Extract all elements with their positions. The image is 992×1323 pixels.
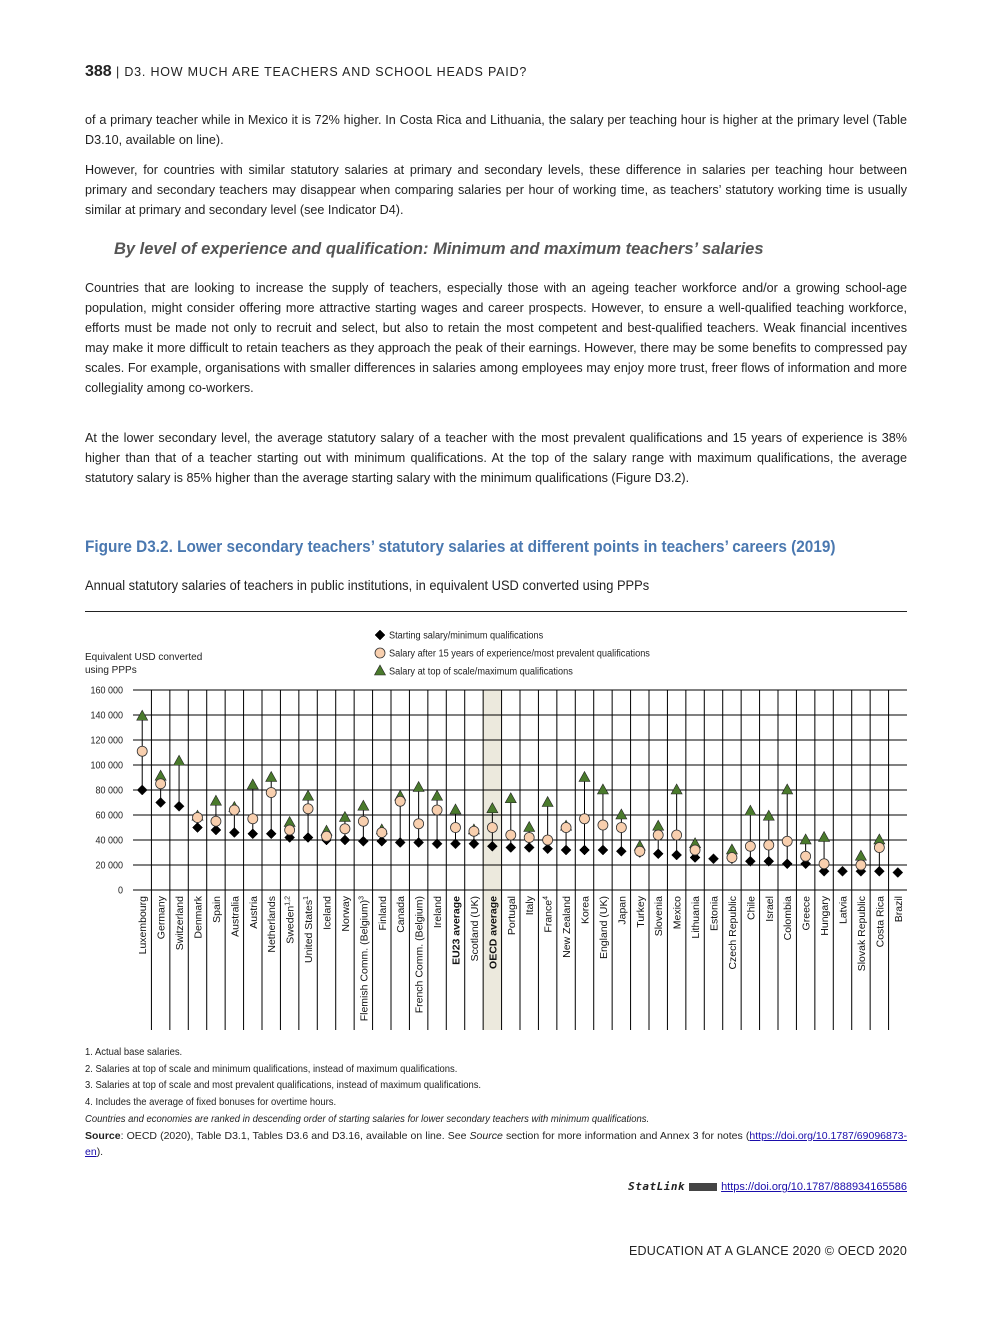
y-tick-label: 60 000	[95, 810, 124, 822]
mid-salary-marker	[506, 830, 516, 840]
x-tick-label: French Comm. (Belgium)	[413, 896, 426, 1014]
top-salary-marker	[247, 779, 258, 789]
y-axis-label: using PPPs	[85, 665, 137, 676]
starting-salary-marker	[653, 849, 663, 859]
y-tick-label: 20 000	[95, 860, 124, 872]
x-tick-label: Turkey	[634, 896, 647, 928]
source-text: : OECD (2020), Table D3.1, Tables D3.6 and D3.16, available on line. See	[120, 1129, 470, 1142]
top-salary-marker	[210, 795, 221, 805]
y-tick-label: 120 000	[90, 735, 124, 747]
mid-salary-marker	[432, 805, 442, 815]
starting-salary-marker	[874, 866, 884, 876]
mid-salary-marker	[672, 830, 682, 840]
starting-salary-marker	[395, 838, 405, 848]
legend-label: Salary at top of scale/maximum qualifications	[388, 666, 573, 678]
x-tick-label: Netherlands	[266, 896, 279, 953]
x-tick-label: Flemish Comm. (Belgium)$^3$	[358, 896, 371, 1022]
top-salary-marker	[542, 797, 553, 807]
y-tick-label: 40 000	[95, 835, 124, 847]
y-tick-label: 140 000	[90, 710, 124, 722]
starting-salary-marker	[672, 850, 682, 860]
x-tick-label: Portugal	[505, 896, 518, 936]
starting-salary-marker	[156, 798, 166, 808]
x-tick-label: Luxembourg	[137, 896, 150, 955]
x-tick-label: Czech Republic	[726, 896, 739, 970]
x-tick-label: Ireland	[432, 896, 445, 929]
y-tick-label: 80 000	[95, 785, 124, 797]
figure-subtitle: Annual statutory salaries of teachers in public institutions, in equivalent USD converted using PPPs	[85, 577, 650, 593]
starting-salary-marker	[524, 843, 534, 853]
x-tick-label: Finland	[376, 896, 389, 931]
starting-salary-marker	[248, 829, 258, 839]
starting-salary-marker	[266, 829, 276, 839]
starting-salary-marker	[506, 843, 516, 853]
x-tick-label: Chile	[745, 896, 758, 920]
top-salary-marker	[819, 832, 830, 842]
statlink-label: StatLink	[628, 1180, 686, 1193]
mid-salary-marker	[377, 828, 387, 838]
x-tick-label: England (UK)	[597, 896, 610, 960]
x-tick-label: Hungary	[819, 896, 832, 936]
figure-title: Figure D3.2. Lower secondary teachers’ statutory salaries at different points in teachers’ careers (2019)	[85, 538, 836, 556]
x-tick-label: Korea	[579, 896, 592, 925]
top-salary-marker	[174, 755, 185, 765]
source-label: Source	[85, 1129, 121, 1142]
starting-salary-marker	[893, 868, 903, 878]
chapter-title: D3. HOW MUCH ARE TEACHERS AND SCHOOL HEADS PAID?	[124, 65, 528, 79]
source-link[interactable]: https://doi.org/10.1787/69096873-en	[85, 1129, 908, 1159]
mid-salary-marker	[653, 830, 663, 840]
mid-salary-marker	[635, 846, 645, 856]
starting-salary-marker	[340, 835, 350, 845]
header-separator: |	[115, 65, 121, 79]
note: 1. Actual base salaries.	[85, 1046, 183, 1058]
x-tick-label: Estonia	[708, 896, 721, 932]
starting-salary-marker	[709, 854, 719, 864]
y-axis-label: Equivalent USD converted	[85, 652, 203, 663]
paragraph: Countries that are looking to increase the supply of teachers, especially those with an ageing teacher workforce and/or a growing school-age population, might consider offering more attractive starting wages and career prospects. However, to ensure a well-qualified teaching workforce, efforts must be made not only to recruit and select, but also to retain the most competent and best-qualified teachers. Weak financial incentives may make it more difficult to retain teachers as they approach the peak of their earnings. However, there may be some benefits to compressed pay scales. For example, organisations with smaller differences in salaries among employees may enjoy more trust, freer flows of information and more collegiality among co-workers.	[85, 281, 907, 395]
page-number: 388	[85, 63, 112, 80]
mid-salary-marker	[524, 833, 534, 843]
x-tick-label: Colombia	[782, 896, 795, 941]
top-salary-marker	[745, 805, 756, 815]
y-tick-label: 160 000	[90, 685, 124, 697]
top-salary-marker	[579, 772, 590, 782]
x-tick-label: Slovak Republic	[855, 896, 868, 972]
mid-salary-marker	[764, 840, 774, 850]
mid-salary-marker	[690, 845, 700, 855]
paragraph: of a primary teacher while in Mexico it is 72% higher. In Costa Rica and Lithuania, the salary per teaching hour is higher at the primary level (Table D3.10, available on line).	[85, 113, 907, 147]
mid-salary-marker	[580, 814, 590, 824]
mid-salary-marker	[137, 746, 147, 756]
x-tick-label: Canada	[395, 896, 408, 933]
y-tick-label: 0	[117, 885, 124, 897]
mid-salary-marker	[819, 859, 829, 869]
x-tick-label: Spain	[210, 896, 223, 923]
mid-salary-marker	[616, 823, 626, 833]
statlink	[628, 1180, 907, 1193]
top-salary-marker	[855, 850, 866, 860]
page-footer: EDUCATION AT A GLANCE 2020 © OECD 2020	[628, 1244, 907, 1258]
mid-salary-marker	[451, 823, 461, 833]
note: 2. Salaries at top of scale and minimum qualifications, instead of maximum qualifications.	[85, 1062, 458, 1075]
top-salary-marker	[524, 822, 535, 832]
x-tick-label: Scotland (UK)	[468, 896, 481, 962]
x-tick-label: Germany	[155, 896, 168, 940]
mid-salary-marker	[856, 860, 866, 870]
top-salary-marker	[782, 784, 793, 794]
x-tick-label: Norway	[339, 896, 352, 932]
starting-salary-marker	[174, 801, 184, 811]
mid-salary-marker	[801, 851, 811, 861]
starting-salary-marker	[414, 838, 424, 848]
mid-salary-marker	[229, 805, 239, 815]
starting-salary-marker	[229, 828, 239, 838]
top-salary-marker	[616, 809, 627, 819]
y-tick-label: 100 000	[90, 760, 124, 772]
x-tick-label: OECD average	[487, 896, 500, 969]
x-tick-label: Italy	[524, 896, 537, 916]
x-tick-label: France$^4$	[542, 896, 555, 933]
x-tick-label: Japan	[616, 896, 629, 925]
mid-salary-marker	[745, 841, 755, 851]
paragraph: At the lower secondary level, the average statutory salary of a teacher with the most prevalent qualifications and 15 years of experience is 38% higher than that of a teacher starting out with minimum qualifications. At the top of the salary range with maximum qualifications, the average statutory salary is 85% higher than the average starting salary with the minimum qualifications (Figure D3.2).	[85, 431, 907, 485]
mid-salary-marker	[156, 779, 166, 789]
statlink-logo-icon	[689, 1183, 717, 1191]
mid-salary-marker	[469, 826, 479, 836]
top-salary-marker	[450, 804, 461, 814]
x-tick-label: Mexico	[671, 896, 684, 930]
x-tick-label: Slovenia	[653, 896, 666, 937]
x-tick-label: Austria	[247, 896, 260, 929]
mid-salary-marker	[561, 823, 571, 833]
x-tick-label: United States$^1$	[303, 896, 316, 963]
mid-salary-marker	[727, 853, 737, 863]
starting-salary-marker	[358, 836, 368, 846]
mid-salary-marker	[303, 804, 313, 814]
starting-salary-marker	[782, 859, 792, 869]
starting-salary-marker	[616, 846, 626, 856]
mid-salary-marker	[193, 813, 203, 823]
mid-salary-marker	[358, 816, 368, 826]
starting-salary-marker	[137, 785, 147, 795]
x-tick-label: Brazil	[892, 896, 905, 923]
mid-salary-marker	[340, 824, 350, 834]
mid-salary-marker	[285, 825, 295, 835]
top-salary-marker	[413, 782, 424, 792]
starting-salary-marker	[598, 845, 608, 855]
top-salary-marker	[266, 772, 277, 782]
top-salary-marker	[432, 790, 443, 800]
mid-salary-marker	[543, 835, 553, 845]
mid-salary-marker	[395, 796, 405, 806]
x-tick-label: EU23 average	[450, 896, 463, 965]
starting-salary-marker	[303, 833, 313, 843]
mid-salary-marker	[211, 816, 221, 826]
x-tick-label: Costa Rica	[874, 896, 887, 948]
source-text: section for more information and Annex 3 for notes (	[502, 1129, 750, 1142]
x-tick-label: Denmark	[192, 896, 205, 939]
legend-circle-icon	[375, 648, 385, 658]
x-tick-label: Iceland	[321, 896, 334, 930]
ranking-note: Countries and economies are ranked in descending order of starting salaries for lower secondary teachers with minimum qualifications.	[85, 1112, 650, 1125]
mid-salary-marker	[487, 823, 497, 833]
x-tick-label: New Zealand	[561, 896, 574, 958]
source-text: ).	[96, 1146, 104, 1159]
mid-salary-marker	[266, 788, 276, 798]
starting-salary-marker	[561, 845, 571, 855]
note: 3. Salaries at top of scale and most prevalent qualifications, instead of maximum qualifications.	[85, 1079, 482, 1092]
source-note	[85, 1128, 907, 1161]
x-tick-label: Switzerland	[174, 896, 187, 951]
mid-salary-marker	[874, 843, 884, 853]
starting-salary-marker	[838, 866, 848, 876]
top-salary-marker	[597, 784, 608, 794]
x-tick-label: Lithuania	[690, 896, 703, 939]
mid-salary-marker	[414, 819, 424, 829]
top-salary-marker	[800, 834, 811, 844]
top-salary-marker	[358, 800, 369, 810]
x-tick-label: Latvia	[837, 896, 850, 925]
legend-label: Starting salary/minimum qualifications	[388, 630, 544, 642]
mid-salary-marker	[782, 836, 792, 846]
starting-salary-marker	[193, 823, 203, 833]
starting-salary-marker	[580, 845, 590, 855]
top-salary-marker	[505, 793, 516, 803]
top-salary-marker	[671, 784, 682, 794]
x-tick-label: Sweden$^{1,2}$	[284, 896, 297, 944]
mid-salary-marker	[598, 820, 608, 830]
paragraph: However, for countries with similar statutory salaries at primary and secondary levels, these difference in salaries per teaching hour between primary and secondary teachers may disappear when comparing salaries per hour of working time, as teachers’ statutory working time is usually similar at primary and secondary level (see Indicator D4).	[85, 163, 907, 217]
x-tick-label: Greece	[800, 896, 813, 931]
highlight-column	[483, 690, 501, 1030]
statlink-url[interactable]: https://doi.org/10.1787/888934165586	[721, 1181, 907, 1193]
top-salary-marker	[653, 820, 664, 830]
source-italic: Source	[469, 1129, 503, 1142]
mid-salary-marker	[322, 831, 332, 841]
mid-salary-marker	[248, 814, 258, 824]
top-salary-marker	[303, 790, 314, 800]
legend-diamond-icon	[375, 630, 385, 640]
legend-label: Salary after 15 years of experience/most prevalent qualifications	[388, 648, 650, 660]
figure-notes	[85, 1044, 907, 1161]
top-salary-marker	[339, 812, 350, 822]
x-tick-label: Israel	[763, 896, 776, 922]
note: 4. Includes the average of fixed bonuses for overtime hours.	[85, 1096, 337, 1109]
section-subheading: By level of experience and qualification: Minimum and maximum teachers’ salaries	[114, 240, 764, 258]
x-tick-label: Australia	[229, 896, 242, 937]
legend-triangle-icon	[375, 665, 386, 675]
